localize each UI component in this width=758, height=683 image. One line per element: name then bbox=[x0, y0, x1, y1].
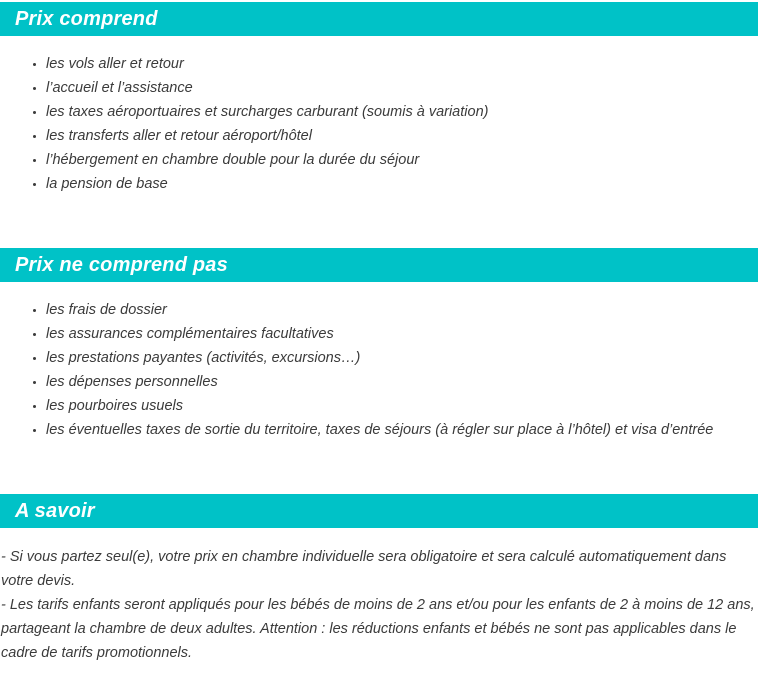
section-header-prix-ne-comprend-pas bbox=[0, 248, 758, 282]
section-header-prix-comprend bbox=[0, 2, 758, 36]
section-title-prix-comprend: Prix comprend bbox=[15, 8, 158, 30]
list-item: • les prestations payantes (activités, excursions…) bbox=[46, 346, 758, 370]
list-item: • les transferts aller et retour aéroport/hôtel bbox=[46, 124, 758, 148]
list-item: • les assurances complémentaires facultatives bbox=[46, 322, 758, 346]
section-a-savoir bbox=[0, 494, 758, 665]
list-item: • les frais de dossier bbox=[46, 298, 758, 322]
list-item: • les vols aller et retour bbox=[46, 52, 758, 76]
section-title-prix-ne-comprend-pas: Prix ne comprend pas bbox=[15, 254, 228, 276]
list-item: • les pourboires usuels bbox=[46, 394, 758, 418]
list-item: • les taxes aéroportuaires et surcharges carburant (soumis à variation) bbox=[46, 100, 758, 124]
list-item: • la pension de base bbox=[46, 172, 758, 196]
prix-ne-comprend-pas-list bbox=[0, 298, 758, 442]
section-prix-ne-comprend-pas bbox=[0, 248, 758, 442]
list-item: • l’hébergement en chambre double pour la durée du séjour bbox=[46, 148, 758, 172]
list-item: • les éventuelles taxes de sortie du territoire, taxes de séjours (à régler sur place à l’hôtel) et visa d’entrée bbox=[46, 418, 758, 442]
list-item: • les dépenses personnelles bbox=[46, 370, 758, 394]
note-paragraph: - Si vous partez seul(e), votre prix en chambre individuelle sera obligatoire et sera calculé automatiquement dans votre devis. bbox=[1, 549, 727, 589]
a-savoir-notes bbox=[0, 545, 758, 665]
prix-comprend-list bbox=[0, 52, 758, 196]
section-header-a-savoir bbox=[0, 494, 758, 528]
list-item: • l’accueil et l’assistance bbox=[46, 76, 758, 100]
note-paragraph: - Les tarifs enfants seront appliqués pour les bébés de moins de 2 ans et/ou pour les enfants de 2 à moins de 12 ans, partageant la chambre de deux adultes. Attention : les réductions enfants et bébés ne sont pas applicables dans le cadre de tarifs promotionnels. bbox=[1, 597, 755, 661]
section-title-a-savoir: A savoir bbox=[15, 500, 95, 522]
section-prix-comprend bbox=[0, 2, 758, 196]
